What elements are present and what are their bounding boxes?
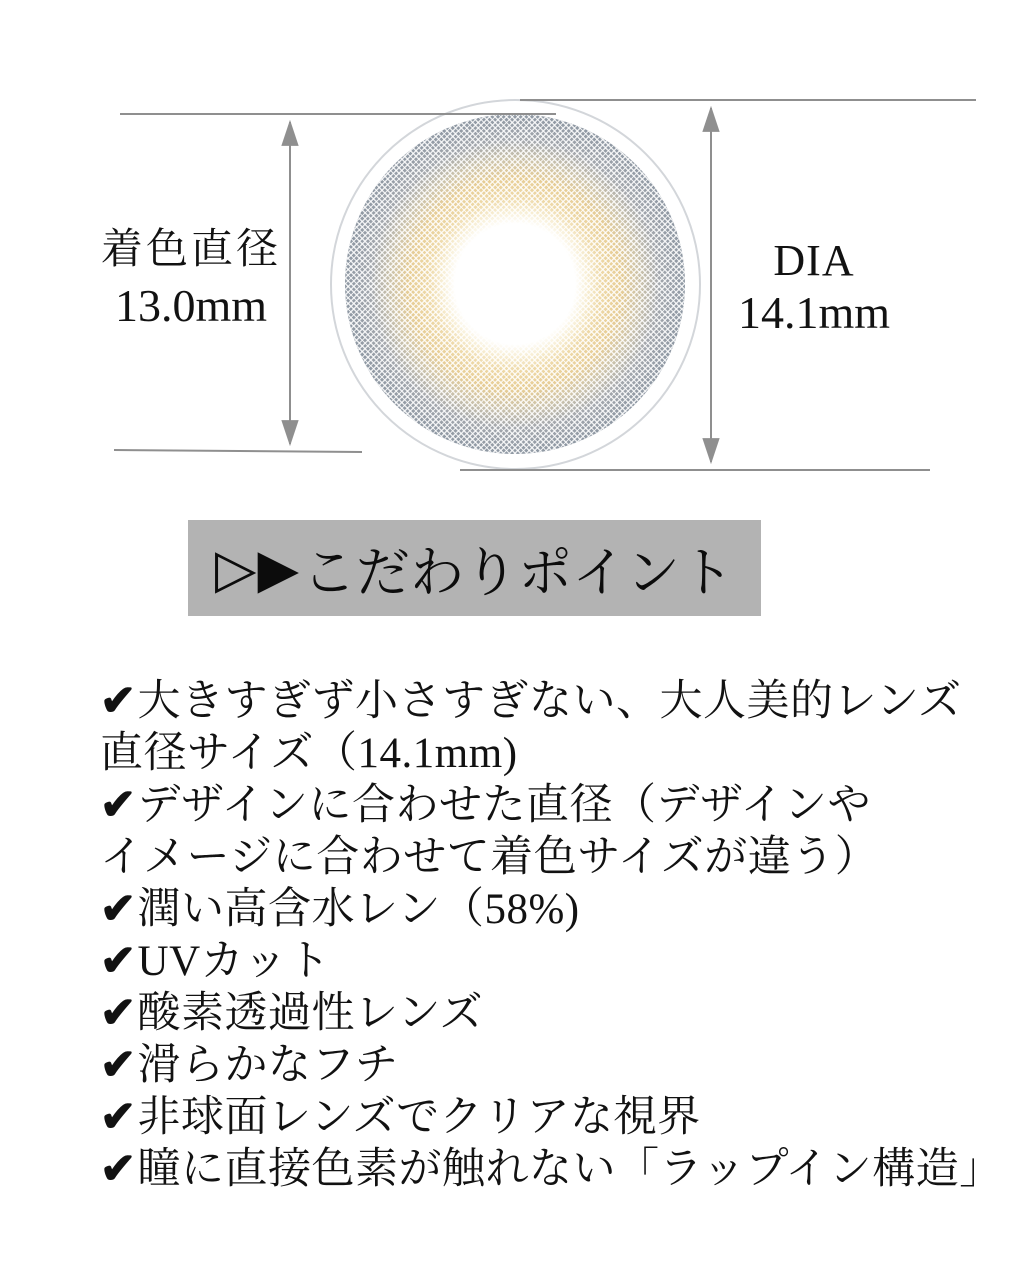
feature-line [100,832,1024,884]
feature-line [100,1040,1024,1092]
dia-value: 14.1mm [737,286,891,338]
colored-diameter-value: 13.0mm [114,280,268,332]
check-icon: ✔ [100,1094,137,1141]
extension-line-bottom-left [114,450,362,452]
dia-label [726,236,902,339]
feature-line-text: 潤い高含水レン（58%) [137,886,580,933]
points-banner-title: こだわりポイント [302,542,735,603]
feature-line [100,728,1024,780]
check-icon: ✔ [100,938,137,985]
check-icon: ✔ [100,886,137,933]
colored-diameter-label-text: 着色直径 [100,227,281,273]
feature-line [100,884,1024,936]
points-banner [188,520,761,616]
feature-line-text: 瞳に直接色素が触れない「ラップイン構造」 [137,1146,1003,1193]
check-icon: ✔ [100,1042,137,1089]
check-icon: ✔ [100,1146,137,1193]
lens-diagram [0,0,1024,500]
feature-line-text: UVカット [137,938,331,985]
feature-list [0,676,1024,1196]
colored-diameter-label [84,226,298,333]
triangle-icons: ▷▶ [214,538,301,599]
dia-label-text: DIA [773,236,855,285]
feature-line [100,780,1024,832]
feature-line [100,988,1024,1040]
feature-line-text: 直径サイズ（14.1mm) [100,730,518,777]
feature-line-text: 非球面レンズでクリアな視界 [137,1094,701,1141]
feature-line-text: 滑らかなフチ [137,1042,399,1089]
check-icon: ✔ [100,990,137,1037]
check-icon: ✔ [100,782,137,829]
feature-line [100,1144,1024,1196]
feature-line-text: 大きすぎず小さすぎない、大人美的レンズ [137,678,962,725]
feature-line [100,936,1024,988]
feature-line [100,1092,1024,1144]
feature-line-text: 酸素透過性レンズ [137,990,484,1037]
feature-line-text: デザインに合わせた直径（デザインや [137,782,872,829]
feature-line-text: イメージに合わせて着色サイズが違う） [100,834,879,881]
check-icon: ✔ [100,678,137,725]
feature-line [100,676,1024,728]
